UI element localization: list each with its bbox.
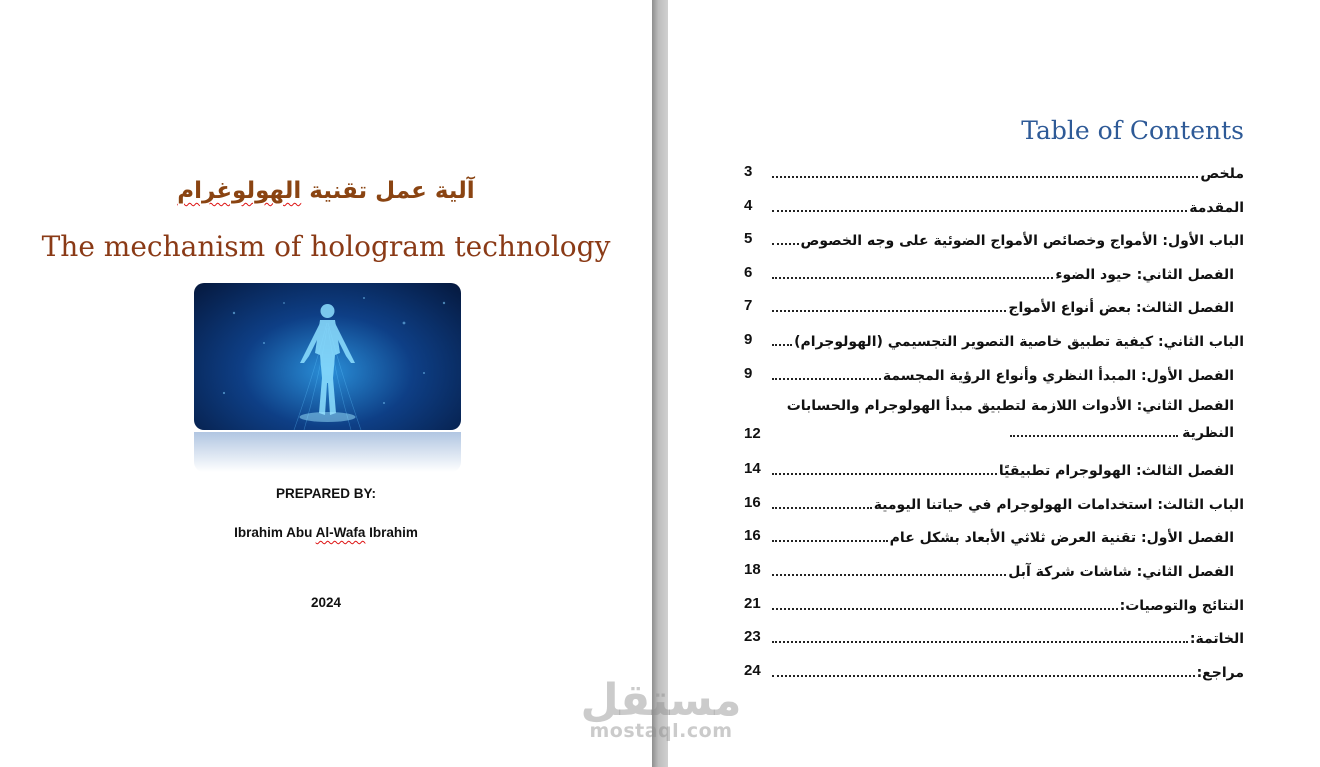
toc-entry-title: الفصل الثالث: الهولوجرام تطبيقيًا — [998, 463, 1234, 480]
toc-entry-line — [770, 298, 1234, 316]
toc-page-number: 9 — [744, 364, 753, 382]
toc-page-number: 7 — [744, 297, 753, 315]
toc-dot-leader — [772, 231, 799, 245]
author-underlined: Al-Wafa — [315, 525, 366, 540]
toc-entry[interactable] — [744, 625, 1244, 659]
toc-entry-line — [770, 265, 1234, 283]
toc-entry-title: مراجع: — [1196, 664, 1244, 681]
watermark — [576, 676, 746, 742]
toc-entry[interactable] — [744, 395, 1244, 457]
toc-entry-title: الباب الثالث: استخدامات الهولوجرام في حياتنا اليومية — [873, 496, 1244, 513]
toc-entry-line — [770, 528, 1234, 546]
toc-entry-title: ملخص — [1200, 166, 1244, 182]
toc-entry-line — [770, 596, 1244, 614]
toc-list — [744, 160, 1244, 692]
toc-page-number: 6 — [744, 263, 753, 281]
toc-page-number: 3 — [744, 163, 753, 180]
prepared-by-label: PREPARED BY: — [275, 486, 376, 501]
toc-dot-leader — [772, 366, 881, 380]
toc-entry-line — [770, 332, 1244, 350]
toc-dot-leader — [772, 596, 1118, 610]
arabic-title-prefix: آلية عمل تقنية — [301, 178, 475, 204]
toc-page — [668, 0, 1320, 767]
toc-entry-line — [770, 198, 1244, 216]
toc-dot-leader — [772, 663, 1195, 677]
toc-entry-title: الفصل الأول: تقنية العرض ثلاثي الأبعاد بشكل عام — [889, 530, 1234, 547]
toc-page-number: 9 — [744, 330, 753, 348]
toc-entry[interactable] — [744, 261, 1244, 295]
author-name — [0, 525, 652, 540]
toc-page-number: 18 — [744, 560, 761, 578]
toc-entry-line — [770, 366, 1234, 384]
toc-entry-title: المقدمة — [1189, 199, 1244, 216]
arabic-title-underlined: الهولوغرام — [177, 178, 302, 204]
toc-entry[interactable] — [744, 160, 1244, 194]
toc-entry[interactable] — [744, 558, 1244, 592]
toc-dot-leader — [772, 495, 872, 509]
image-reflection — [194, 432, 461, 472]
toc-entry-line — [770, 629, 1244, 647]
toc-entry-title: الباب الثاني: كيفية تطبيق خاصية التصوير التجسيمي (الهولوجرام) — [794, 333, 1244, 350]
toc-entry[interactable] — [744, 362, 1244, 396]
toc-dot-leader — [772, 461, 997, 475]
toc-entry-title: النتائج والتوصيات: — [1119, 597, 1244, 614]
toc-dot-leader — [772, 528, 888, 542]
toc-entry-title: الباب الأول: الأمواج وخصائص الأمواج الضوئية على وجه الخصوص — [800, 233, 1244, 250]
toc-entry-line — [770, 231, 1244, 249]
watermark-latin: mostaql.com — [589, 720, 733, 742]
toc-page-number: 12 — [744, 425, 761, 443]
toc-heading: Table of Contents — [1021, 116, 1244, 145]
toc-entry-line — [770, 495, 1244, 513]
toc-dot-leader — [772, 629, 1188, 643]
toc-dot-leader — [772, 164, 1198, 178]
toc-page-number: 16 — [744, 527, 761, 545]
watermark-arabic: مستقل — [580, 675, 742, 726]
toc-dot-leader — [1010, 425, 1178, 437]
author-first: Ibrahim Abu — [234, 525, 316, 540]
arabic-title — [0, 178, 652, 204]
toc-entry-title: الخاتمة: — [1189, 631, 1244, 648]
toc-entry-line — [770, 562, 1234, 580]
toc-page-number: 5 — [744, 230, 753, 248]
toc-page-number: 24 — [744, 661, 761, 679]
toc-page-number: 14 — [744, 460, 761, 478]
toc-entry-line — [770, 393, 1234, 447]
author-last: Ibrahim — [365, 525, 418, 540]
toc-entry-title: الفصل الثاني: شاشات شركة آبل — [1008, 563, 1234, 580]
cover-page — [0, 0, 652, 767]
toc-entry-title: الفصل الثالث: بعض أنواع الأمواج — [1008, 300, 1234, 317]
english-title: The mechanism of hologram technology — [41, 230, 611, 263]
toc-page-number: 16 — [744, 493, 761, 511]
toc-entry[interactable] — [744, 194, 1244, 228]
hologram-image — [194, 283, 461, 430]
toc-dot-leader — [772, 265, 1053, 279]
toc-entry[interactable] — [744, 592, 1244, 626]
page-gap — [652, 0, 668, 767]
toc-dot-leader — [772, 298, 1006, 312]
toc-entry[interactable] — [744, 659, 1244, 693]
toc-entry[interactable] — [744, 524, 1244, 558]
toc-page-number: 23 — [744, 628, 761, 646]
toc-entry-title: الفصل الثاني: حيود الضوء — [1055, 266, 1234, 283]
year: 2024 — [310, 595, 342, 610]
toc-entry-line — [770, 164, 1244, 182]
toc-dot-leader — [772, 198, 1187, 212]
toc-entry-line — [770, 663, 1244, 681]
toc-entry[interactable] — [744, 227, 1244, 261]
toc-entry[interactable] — [744, 457, 1244, 491]
toc-page-number: 4 — [744, 196, 753, 214]
toc-entry-title: الفصل الأول: المبدأ النظري وأنواع الرؤية المجسمة — [882, 367, 1234, 384]
toc-entry-line — [770, 461, 1234, 479]
toc-dot-leader — [772, 332, 792, 346]
toc-dot-leader — [772, 562, 1006, 576]
toc-entry[interactable] — [744, 491, 1244, 525]
toc-entry[interactable] — [744, 328, 1244, 362]
toc-entry[interactable] — [744, 294, 1244, 328]
toc-entry-title: الفصل الثاني: الأدوات اللازمة لتطبيق مبدأ الهولوجرام والحسابات النظرية — [786, 398, 1234, 442]
toc-page-number: 21 — [744, 594, 761, 612]
